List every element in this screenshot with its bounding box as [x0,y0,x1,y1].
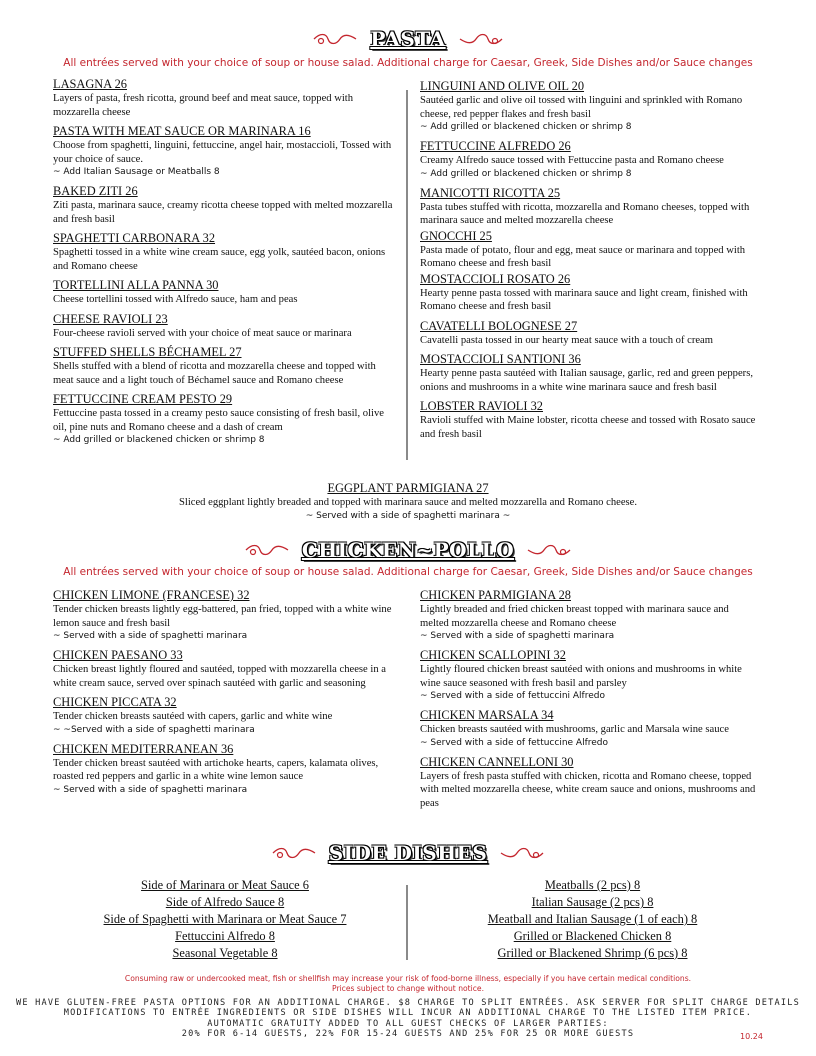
pasta-header [0,27,816,51]
item-desc: Lightly breaded and fried chicken breast topped with marinara sauce and melted mozzarella cheese and Romano cheese [420,604,729,629]
item-desc: Ziti pasta, marinara sauce, creamy ricotta cheese topped with melted mozzarella and fresh basil [53,200,393,225]
item-name: FETTUCCINE ALFREDO 26 [420,139,571,153]
side-item: Meatball and Italian Sausage (1 of each) 8 [487,912,698,926]
menu-version-code: 10.24 [740,1032,763,1041]
item-name: MANICOTTI RICOTTA 25 [420,185,561,200]
menu-item [420,352,760,394]
side-item: Grilled or Blackened Chicken 8 [513,929,672,943]
flourish-right-icon [458,31,504,47]
side-item: Side of Spaghetti with Marinara or Meat Sauce 7 [103,912,347,926]
item-name: SPAGHETTI CARBONARA 32 [53,231,216,245]
item-desc: Ravioli stuffed with Maine lobster, ricotta cheese and tossed with Rosato sauce and fresh basil [420,415,756,440]
side-item: Side of Marinara or Meat Sauce 6 [141,878,309,892]
item-desc: Fettuccine pasta tossed in a creamy pesto sauce consisting of fresh basil, olive oil, pine nuts and Romano cheese and a dash of cream [53,408,384,433]
item-name: CHICKEN LIMONE (FRANCESE) 32 [53,588,250,602]
item-name: LASAGNA 26 [53,77,128,91]
item-extra: ~ Add Italian Sausage or Meatballs 8 [53,167,220,177]
item-name: CHICKEN PAESANO 33 [53,648,183,662]
menu-item [420,272,760,314]
chicken-left-column [53,588,393,802]
flourish-left-icon [312,31,358,47]
item-name: CHICKEN MEDITERRANEAN 36 [53,741,234,756]
chicken-right-column [420,588,760,815]
item-extra: ~ Served with a side of spaghetti marinara [53,631,248,641]
item-name: CHICKEN PICCATA 32 [53,695,177,709]
pasta-title: PASTA [370,27,446,51]
side-item: Seasonal Vegetable 8 [172,946,278,960]
menu-item [53,695,393,737]
pasta-left-column [53,77,393,452]
item-desc: Sliced eggplant lightly breaded and topped with marinara sauce and melted mozzarella and Romano cheese. [178,497,637,508]
side-item: Fettuccini Alfredo 8 [175,929,275,943]
item-extra: ~ Served with a side of fettuccini Alfredo [420,691,605,701]
menu-item [53,77,393,119]
item-desc: Cavatelli pasta tossed in our hearty meat sauce with a touch of cream [420,334,713,346]
warning-text: Consuming raw or undercooked meat, fish or shellfish may increase your risk of food-borne illness, especially if you have certain medical conditions. [124,974,692,983]
item-desc: Cheese tortellini tossed with Alfredo sauce, ham and peas [53,294,298,305]
prices-note: Prices subject to change without notice. [332,984,484,993]
flourish-right-icon [526,542,572,558]
item-desc: Hearty penne pasta tossed with marinara sauce and light cream, finished with Romano cheese and fresh basil [420,287,748,312]
health-warning [0,974,816,994]
pasta-right-column [420,79,760,446]
item-desc: Pasta made of potato, flour and egg, meat sauce or marinara and topped with Romano cheese and fresh basil [420,244,746,269]
menu-item [420,139,760,181]
menu-item [420,229,760,271]
item-desc: Choose from spaghetti, linguini, fettuccine, angel hair, mostaccioli, Tossed with your choice of sauce. [53,140,392,165]
item-extra: ~ ~Served with a side of spaghetti marinara [53,724,255,735]
item-extra: ~ Add grilled or blackened chicken or shrimp 8 [53,435,265,445]
item-desc: Spaghetti tossed in a white wine cream sauce, egg yolk, sautéed bacon, onions and Romano cheese [53,247,386,272]
chicken-header [0,538,816,562]
sides-left-list [60,877,390,962]
item-name: TORTELLINI ALLA PANNA 30 [53,278,219,292]
item-extra: ~ Served with a side of fettuccine Alfredo [420,737,609,748]
sides-right-list [430,877,755,962]
menu-item [53,588,393,643]
flourish-left-icon [271,845,317,861]
item-name: STUFFED SHELLS BÉCHAMEL 27 [53,345,242,359]
sides-title: SIDE DISHES [328,841,488,865]
menu-item [420,186,760,228]
menu-item [53,124,393,179]
item-extra: ~ Add grilled or blackened chicken or shrimp 8 [420,168,632,179]
menu-item [53,742,393,797]
sides-header [0,841,816,865]
item-desc: Tender chicken breast sautéed with artichoke hearts, capers, kalamata olives, roasted red peppers and garlic in a white wine lemon sauce [53,757,379,782]
item-name: CAVATELLI BOLOGNESE 27 [420,318,578,333]
item-name: PASTA WITH MEAT SAUCE OR MARINARA 16 [53,124,311,138]
menu-item [53,392,393,447]
item-desc: Chicken breasts sautéed with mushrooms, garlic and Marsala wine sauce [420,724,729,735]
item-desc: Creamy Alfredo sauce tossed with Fettuccine pasta and Romano cheese [420,155,724,166]
item-desc: Lightly floured chicken breast sautéed with onions and mushrooms in white wine sauce seasoned with fresh basil and parsley [420,664,742,689]
chicken-note: All entrées served with your choice of soup or house salad. Additional charge for Caesar, Greek, Side Dishes and/or Sauce changes [63,566,753,578]
item-desc: Shells stuffed with a blend of ricotta and mozzarella cheese and topped with meat sauce and a light touch of Béchamel sauce and Romano cheese [53,361,376,386]
item-desc: Layers of pasta, fresh ricotta, ground beef and meat sauce, topped with mozzarella cheese [53,93,354,118]
item-name: CHICKEN PARMIGIANA 28 [420,588,571,602]
item-desc: Tender chicken breasts sautéed with capers, garlic and white wine [53,711,333,722]
item-name: CHICKEN MARSALA 34 [420,708,554,722]
menu-item [53,312,393,341]
item-extra: ~ Served with a side of spaghetti marinara [420,631,615,641]
menu-item [420,755,760,811]
item-name: LINGUINI AND OLIVE OIL 20 [420,79,585,93]
side-item: Grilled or Blackened Shrimp (6 pcs) 8 [497,946,688,960]
item-name: FETTUCCINE CREAM PESTO 29 [53,392,233,406]
item-name: MOSTACCIOLI SANTIONI 36 [420,352,581,366]
menu-item [420,648,760,703]
item-desc: Hearty penne pasta sautéed with Italian sausage, garlic, red and green peppers, onions and mushrooms in a white wine marinara sauce and fresh basil [420,368,753,393]
item-name: GNOCCHI 25 [420,228,492,243]
policy-line: AUTOMATIC GRATUITY ADDED TO ALL GUEST CHECKS OF LARGER PARTIES: [207,1018,609,1029]
sides-divider [406,885,408,960]
item-name: CHEESE RAVIOLI 23 [53,311,168,326]
item-name: BAKED ZITI 26 [53,184,138,198]
menu-item [420,79,760,134]
item-desc: Layers of fresh pasta stuffed with chicken, ricotta and Romano cheese, topped with melted mozzarella cheese, white cream sauce and onions, mushrooms and peas [420,770,756,809]
eggplant-item [0,481,816,523]
menu-item [420,319,760,348]
item-desc: Four-cheese ravioli served with your choice of meat sauce or marinara [53,327,352,339]
policy-notes [0,998,816,1039]
item-desc: Pasta tubes stuffed with ricotta, mozzarella and Romano cheeses, topped with marinara sauce and melted mozzarella cheese [420,201,750,226]
pasta-note: All entrées served with your choice of soup or house salad. Additional charge for Caesar, Greek, Side Dishes and/or Sauce changes [63,57,753,69]
item-extra: ~ Add grilled or blackened chicken or shrimp 8 [420,122,632,132]
policy-line: WE HAVE GLUTEN-FREE PASTA OPTIONS FOR AN ADDITIONAL CHARGE. $8 CHARGE TO SPLIT ENTRÉES. ASK SERVER FOR SPLIT CHARGE DETAILS [16,998,800,1008]
item-name: LOBSTER RAVIOLI 32 [420,399,543,413]
menu-item [53,231,393,273]
item-desc: Tender chicken breasts lightly egg-battered, pan fried, topped with a white wine lemon sauce and fresh basil [53,604,392,629]
chicken-title: CHICKEN~POLLO [301,538,515,562]
flourish-right-icon [499,845,545,861]
item-name: CHICKEN CANNELLONI 30 [420,754,574,769]
side-item: Side of Alfredo Sauce 8 [165,895,285,909]
pasta-divider [406,90,408,460]
item-extra: ~ Served with a side of spaghetti marinara ~ [305,510,511,521]
item-desc: Chicken breast lightly floured and sautéed, topped with mozzarella cheese in a white cream sauce, served over spinach sautéed with garlic and seasoning [53,664,386,689]
policy-line: MODIFICATIONS TO ENTRÉE INGREDIENTS OR SIDE DISHES WILL INCUR AN ADDITIONAL CHARGE TO THE LISTED ITEM PRICE. [63,1008,753,1019]
menu-item [53,345,393,387]
policy-line: 20% FOR 6-14 GUESTS, 22% FOR 15-24 GUESTS AND 25% FOR 25 OR MORE GUESTS [181,1028,635,1039]
flourish-left-icon [244,542,290,558]
menu-item [420,588,760,643]
menu-item [53,184,393,226]
side-item: Meatballs (2 pcs) 8 [544,878,641,892]
item-name: EGGPLANT PARMIGIANA 27 [327,481,489,495]
item-name: CHICKEN SCALLOPINI 32 [420,648,566,662]
side-item: Italian Sausage (2 pcs) 8 [531,895,654,909]
menu-item [420,708,760,750]
menu-item [53,648,393,690]
item-name: MOSTACCIOLI ROSATO 26 [420,271,571,286]
item-extra: ~ Served with a side of spaghetti marinara [53,784,248,795]
item-desc: Sautéed garlic and olive oil tossed with linguini and sprinkled with Romano cheese, red pepper flakes and fresh basil [420,95,743,120]
menu-item [420,399,760,441]
menu-item [53,278,393,307]
